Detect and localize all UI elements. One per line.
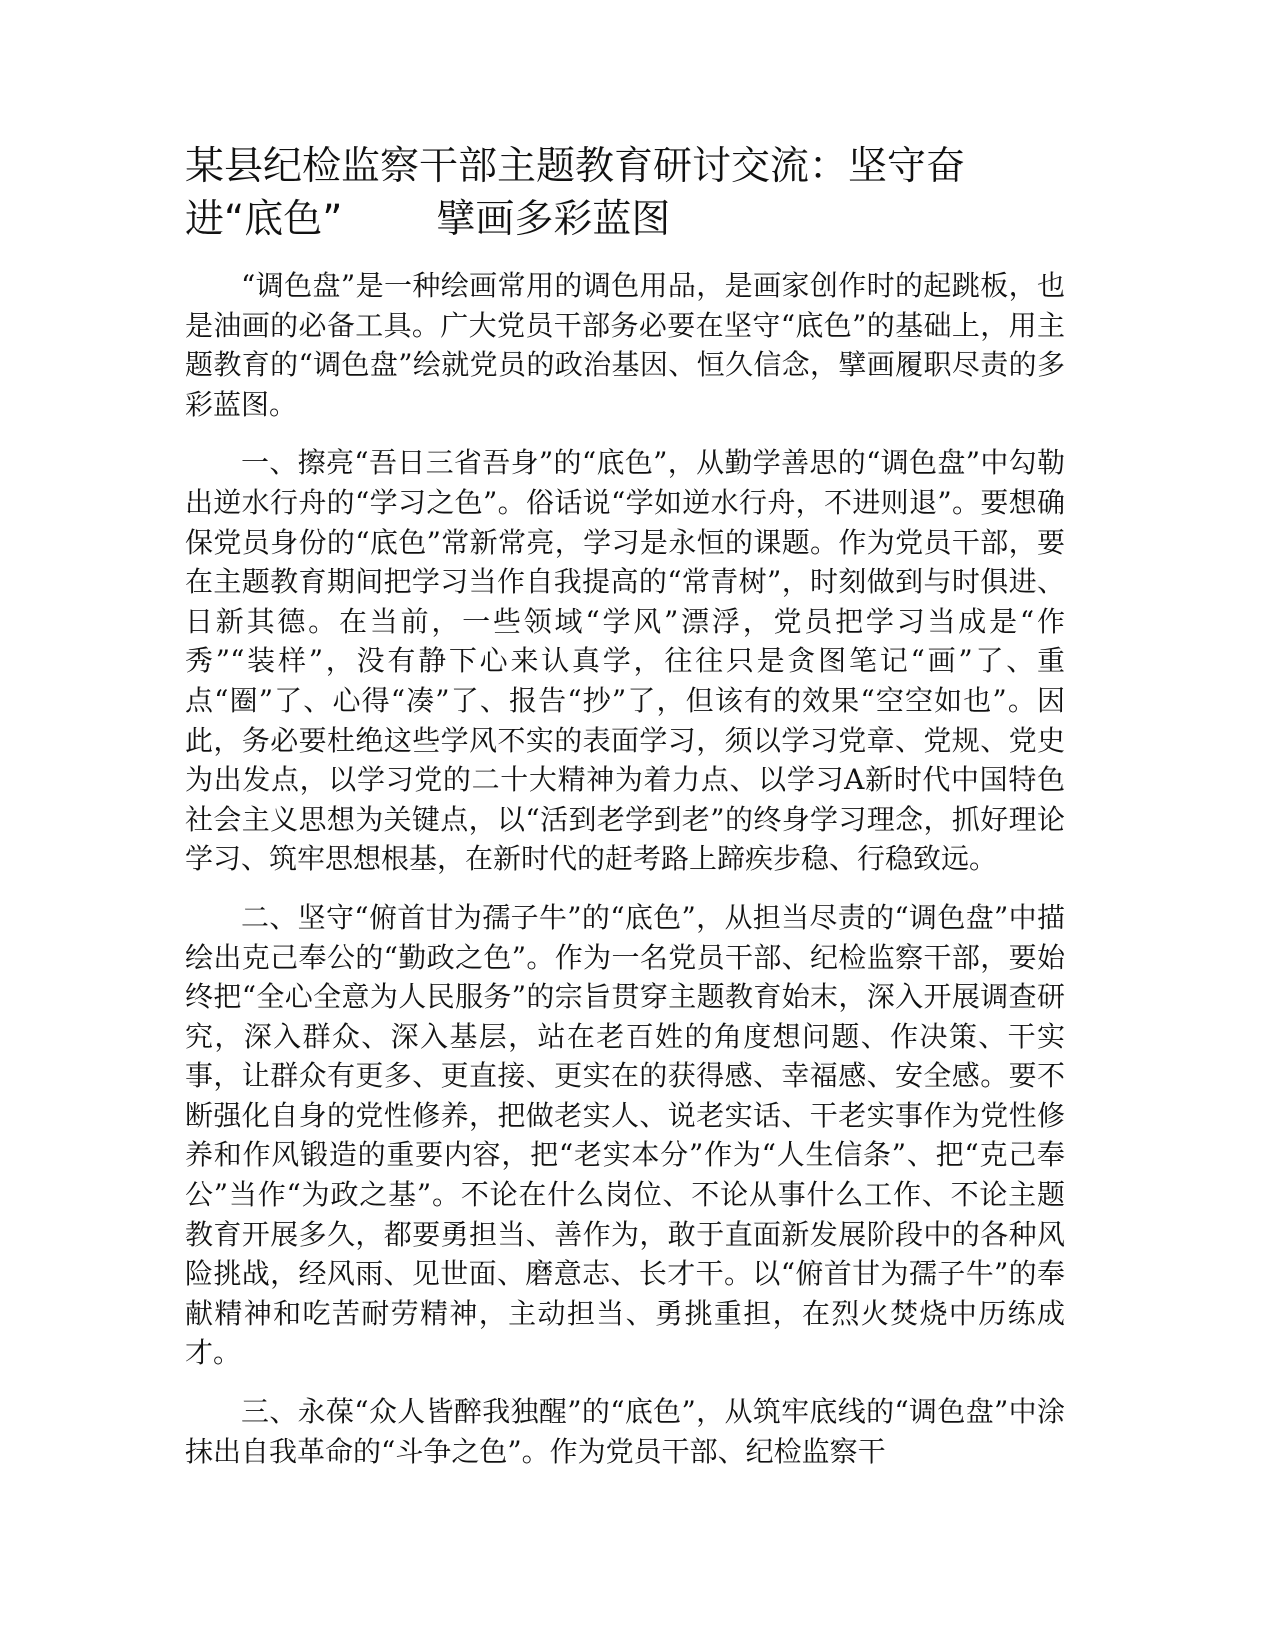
- paragraph-intro: “调色盘”是一种绘画常用的调色用品，是画家创作时的起跳板，也是油画的必备工具。广大党员干部务必要在坚守“底色”的基础上，用主题教育的“调色盘”绘就党员的政治基因、恒久信念，擘画履职尽责的多彩蓝图。: [185, 269, 1065, 421]
- paragraph-section-1: 一、擦亮“吾日三省吾身”的“底色”，从勤学善思的“调色盘”中勾勒出逆水行舟的“学习之色”。俗话说“学如逆水行舟，不进则退”。要想确保党员身份的“底色”常新常亮，学习是永恒的课题。作为党员干部，要在主题教育期间把学习当作自我提高的“常青树”，时刻做到与时俱进、日新其德。在当前，一些领域“学风”漂浮，党员把学习当成是“作秀”“装样”，没有静下心来认真学，往往只是贪图笔记“画”了、重点“圈”了、心得“凑”了、报告“抄”了，但该有的效果“空空如也”。因此，务必要杜绝这些学风不实的表面学习，须以学习党章、党规、党史为出发点，以学习党的二十大精神为着力点、以学习A新时代中国特色社会主义思想为关键点，以“活到老学到老”的终身学习理念，抓好理论学习、筑牢思想根基，在新时代的赶考路上蹄疾步稳、行稳致远。: [185, 446, 1065, 876]
- document-body: [185, 266, 1065, 1490]
- title-line-1: 某县纪检监察干部主题教育研讨交流：坚守奋: [185, 144, 966, 189]
- paragraph-section-2: 二、坚守“俯首甘为孺子牛”的“底色”，从担当尽责的“调色盘”中描绘出克己奉公的“勤政之色”。作为一名党员干部、纪检监察干部，要始终把“全心全意为人民服务”的宗旨贯穿主题教育始末，深入开展调查研究，深入群众、深入基层，站在老百姓的角度想问题、作决策、干实事，让群众有更多、更直接、更实在的获得感、幸福感、安全感。要不断强化自身的党性修养，把做老实人、说老实话、干老实事作为党性修养和作风锻造的重要内容，把“老实本分”作为“人生信条”、把“克己奉公”当作“为政之基”。不论在什么岗位、不论从事什么工作、不论主题教育开展多久，都要勇担当、善作为，敢于直面新发展阶段中的各种风险挑战，经风雨、见世面、磨意志、长才干。以“俯首甘为孺子牛”的奉献精神和吃苦耐劳精神，主动担当、勇挑重担，在烈火焚烧中历练成才。: [185, 900, 1065, 1370]
- document-title: [185, 140, 1065, 246]
- paragraph-section-3: 三、永葆“众人皆醉我独醒”的“底色”，从筑牢底线的“调色盘”中涂抹出自我革命的“斗争之色”。作为党员干部、纪检监察干: [185, 1395, 1065, 1468]
- title-line-2-part-2: 擘画多彩蓝图: [436, 197, 671, 242]
- title-line-2-part-1: 进“底色”: [185, 197, 343, 242]
